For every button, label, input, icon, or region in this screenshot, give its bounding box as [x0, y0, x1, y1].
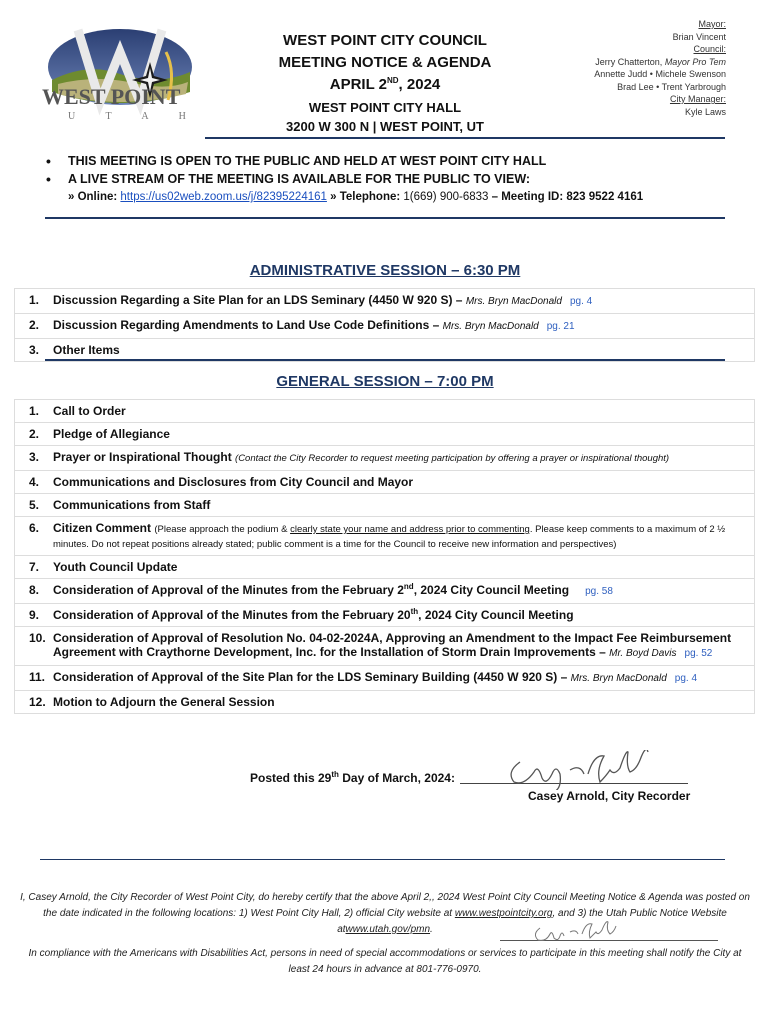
page-ref[interactable]: pg. 21 — [546, 321, 575, 332]
agenda-item: 12. Motion to Adjourn the General Session — [14, 691, 755, 714]
notice-access-info: » Online: https://us02web.zoom.us/j/82395224161 » Telephone: 1(669) 900-6833 – Meeting ID: 823 9522 4161 — [68, 191, 644, 203]
logo-wordmark: WEST POINT — [42, 84, 181, 109]
council-member1: Jerry Chatterton, Mayor Pro Tem — [595, 56, 726, 67]
west-point-logo — [38, 22, 203, 122]
agenda-item: 3. Prayer or Inspirational Thought (Contact the City Recorder to request meeting participation by offering a prayer or inspirational thought) — [14, 446, 755, 471]
zoom-link[interactable]: https://us02web.zoom.us/j/82395224161 — [120, 191, 327, 203]
general-agenda-table — [14, 399, 755, 714]
page-ref[interactable]: pg. 4 — [569, 296, 593, 307]
council-members3: Brad Lee • Trent Yarbrough — [617, 81, 726, 92]
agenda-item: 6. Citizen Comment (Please approach the podium & clearly state your name and address prior to commenting. Please keep comments to a maximum of 2 ½ minutes. Do not repeat positions already stated; public comment is a time for the Council to receive new information and perspectives) — [14, 517, 755, 556]
posted-statement: Posted this 29th Day of March, 2024: — [250, 770, 455, 785]
title-block — [260, 30, 510, 136]
admin-agenda-table — [14, 288, 755, 362]
city-website-link[interactable]: www.westpointcity.org — [454, 908, 553, 919]
meeting-date: APRIL 2ND, 2024 — [329, 76, 441, 93]
utah-notice-link[interactable]: www.utah.gov/pmn — [345, 924, 431, 935]
meeting-notices — [46, 152, 736, 206]
agenda-item: 10. Consideration of Approval of Resolution No. 04-02-2024A, Approving an Amendment to the Impact Fee Reimbursement Agreement with Craythorne Development, Inc. for the Installation of Storm Drain Improvements – Mr. Boyd Davis pg. 52 — [14, 627, 755, 666]
page-ref[interactable]: pg. 58 — [585, 586, 613, 597]
header-divider — [205, 137, 725, 139]
agenda-item: 1. Call to Order — [14, 400, 755, 423]
general-session-heading: GENERAL SESSION – 7:00 PM — [276, 373, 494, 390]
footer-divider — [40, 859, 725, 860]
agenda-item: 4. Communications and Disclosures from City Council and Mayor — [14, 471, 755, 494]
agenda-item: 11. Consideration of Approval of the Site Plan for the LDS Seminary Building (4450 W 920 S) – Mrs. Bryn MacDonald pg. 4 — [14, 666, 755, 691]
agenda-item: 3. Other Items — [14, 339, 755, 362]
agenda-item: 7. Youth Council Update — [14, 556, 755, 579]
mayor-name: Brian Vincent — [672, 31, 726, 42]
page-ref[interactable]: pg. 52 — [684, 648, 713, 659]
certification-text: I, Casey Arnold, the City Recorder of West Point City, do hereby certify that the above April 2,, 2024 West Point City Council Meeting Notice & Agenda was posted on the date indicated in the following locations: 1) West Point City Hall, 2) official City website at www.westpointcity.org, and 3) the Utah Public Notice Website atwww.utah.gov/pmn. — [20, 892, 750, 935]
ada-compliance-text: In compliance with the Americans with Disabilities Act, persons in need of special accommodations or services to participate in this meeting shall notify the City at least 24 hours in advance at 801-776-0970. — [28, 948, 742, 975]
page-ref[interactable]: pg. 4 — [674, 673, 698, 684]
agenda-item: 1. Discussion Regarding a Site Plan for an LDS Seminary (4450 W 920 S) – Mrs. Bryn MacDonald pg. 4 — [14, 289, 755, 314]
signature-image — [500, 750, 670, 790]
agenda-item: 8. Consideration of Approval of the Minutes from the February 2nd, 2024 City Council Meeting pg. 58 — [14, 579, 755, 604]
admin-session-heading: ADMINISTRATIVE SESSION – 6:30 PM — [249, 262, 521, 279]
recorder-name: Casey Arnold, City Recorder — [528, 789, 691, 803]
manager-label: City Manager: — [669, 94, 726, 104]
admin-divider — [45, 359, 725, 361]
title-line2: MEETING NOTICE & AGENDA — [278, 54, 492, 71]
logo-utah: U T A H — [68, 111, 200, 122]
notices-divider — [45, 217, 725, 219]
signature-image-2 — [530, 920, 640, 944]
title-line1: WEST POINT CITY COUNCIL — [283, 32, 487, 49]
manager-name: Kyle Laws — [684, 106, 726, 117]
venue-line2: 3200 W 300 N | WEST POINT, UT — [286, 119, 484, 134]
notice-public: • THIS MEETING IS OPEN TO THE PUBLIC AND HELD AT WEST POINT CITY HALL — [46, 152, 736, 170]
council-members2: Annette Judd • Michele Swenson — [594, 69, 726, 79]
agenda-item: 5. Communications from Staff — [14, 494, 755, 517]
agenda-item: 2. Discussion Regarding Amendments to Land Use Code Definitions – Mrs. Bryn MacDonald pg. 21 — [14, 314, 755, 339]
venue-line1: WEST POINT CITY HALL — [308, 100, 462, 115]
council-info — [506, 18, 726, 118]
notice-livestream: • A LIVE STREAM OF THE MEETING IS AVAILABLE FOR THE PUBLIC TO VIEW: — [46, 170, 736, 188]
agenda-item: 9. Consideration of Approval of the Minutes from the February 20th, 2024 City Council Meeting — [14, 604, 755, 627]
mayor-label: Mayor: — [698, 19, 726, 29]
council-label: Council: — [693, 44, 726, 54]
agenda-item: 2. Pledge of Allegiance — [14, 423, 755, 446]
